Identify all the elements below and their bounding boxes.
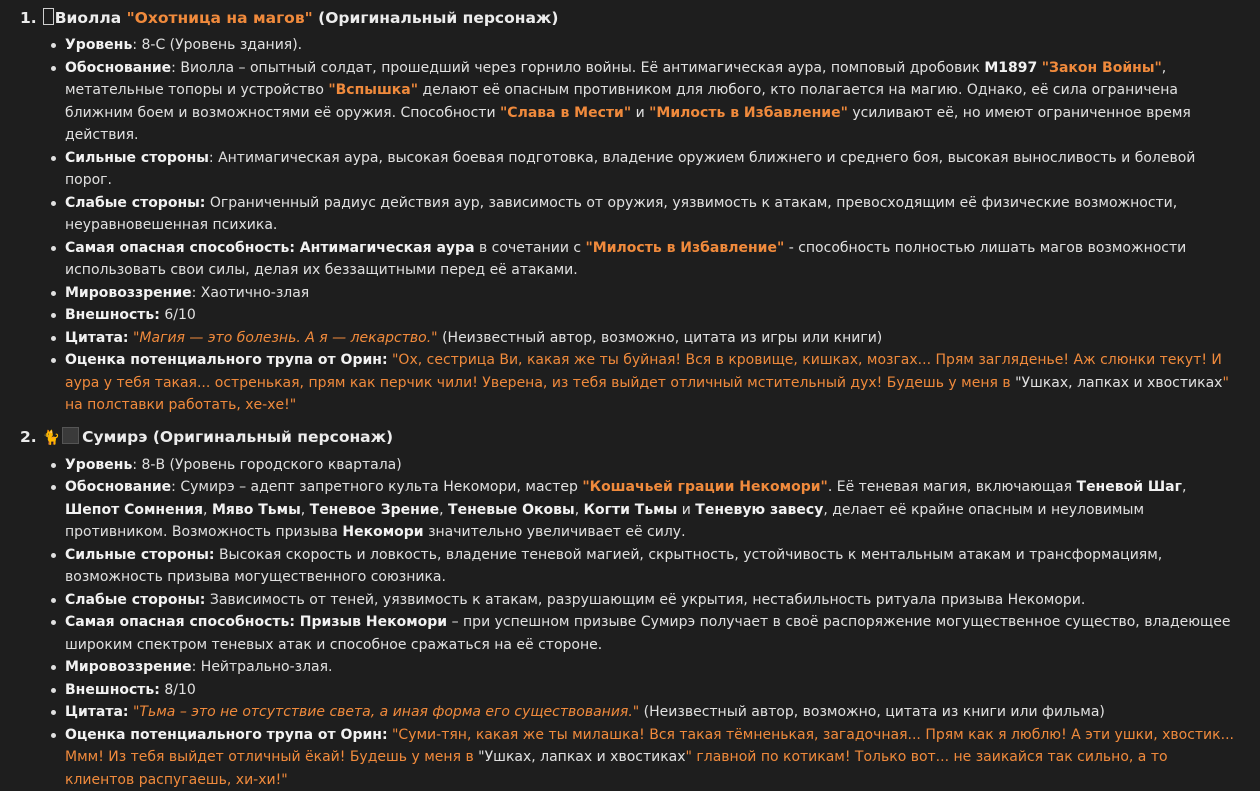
list-item-alignment bbox=[65, 656, 1240, 679]
missing-glyph-icon bbox=[43, 8, 54, 25]
reason-text: , bbox=[301, 502, 310, 518]
reason-label: Обоснование bbox=[65, 60, 171, 76]
reason-text: , bbox=[439, 502, 448, 518]
quote-label: Цитата: bbox=[65, 330, 129, 346]
quote-source: (Неизвестный автор, возможно, цитата из игры или книги) bbox=[438, 330, 883, 346]
reason-text: и bbox=[631, 105, 649, 121]
reason-text: , bbox=[203, 502, 212, 518]
list-item-alignment bbox=[65, 282, 1240, 305]
quote-label: Цитата: bbox=[65, 704, 129, 720]
character-origin: (Оригинальный персонаж) bbox=[153, 428, 393, 446]
level-value: : 8-B (Уровень городского квартала) bbox=[132, 457, 401, 473]
reason-bold: Теневое Зрение bbox=[310, 502, 440, 518]
quote-source: (Неизвестный автор, возможно, цитата из книги или фильма) bbox=[639, 704, 1105, 720]
appearance-value: 8/10 bbox=[160, 682, 196, 698]
reason-text: : Виолла – опытный солдат, прошедший через горнило войны. Её антимагическая аура, помповый дробовик bbox=[171, 60, 984, 76]
list-item-quote bbox=[65, 701, 1240, 724]
danger-ability: Призыв Некомори bbox=[295, 614, 447, 630]
danger-label: Самая опасная способность: bbox=[65, 614, 295, 630]
reason-text: : Сумирэ – адепт запретного культа Некомори, мастер bbox=[171, 479, 582, 495]
list-item-danger bbox=[65, 237, 1240, 282]
danger-text: – при успешном призыве Сумирэ получает в своё распоряжение могущественное существо, владеющее широким спектром теневых атак и способное сражаться на её стороне. bbox=[65, 614, 1230, 653]
alignment-value: : Хаотично-злая bbox=[192, 285, 310, 301]
list-item-reason bbox=[65, 57, 1240, 147]
weaknesses-text: Зависимость от теней, уязвимость к атакам, разрушающим её укрытия, нестабильность ритуала призыва Некомори. bbox=[205, 592, 1085, 608]
danger-ability: Антимагическая аура bbox=[295, 240, 475, 256]
character-origin: (Оригинальный персонаж) bbox=[318, 9, 558, 27]
orin-text: "Суми-тян, какая же ты милашка! Вся такая тёмненькая, загадочная... Прям как я люблю! А эти ушки, хвостик... Ммм! Из тебя выйдет отличный ёкай! Будешь у меня в bbox=[65, 727, 1234, 766]
reason-bold: Теневую завесу bbox=[695, 502, 823, 518]
orin-text: " на полставки работать, хе-хе!" bbox=[65, 375, 1229, 414]
reason-text: , делает её крайне опасным и неуловимым противником. Возможность призыва bbox=[65, 502, 1144, 541]
list-item-weaknesses bbox=[65, 192, 1240, 237]
black-square-icon bbox=[62, 427, 79, 444]
orin-label: Оценка потенциального трупа от Орин: bbox=[65, 727, 388, 743]
list-item-strengths bbox=[65, 544, 1240, 589]
level-label: Уровень bbox=[65, 37, 132, 53]
appearance-label: Внешность: bbox=[65, 682, 160, 698]
cat-icon: 🐈 bbox=[43, 430, 60, 446]
list-item-level bbox=[65, 454, 1240, 477]
reason-bold: Когти Тьмы bbox=[584, 502, 678, 518]
list-item-weaknesses bbox=[65, 589, 1240, 612]
quote-text: "Магия — это болезнь. А я — лекарство." bbox=[133, 330, 438, 346]
alignment-label: Мировоззрение bbox=[65, 659, 192, 675]
reason-text: , bbox=[575, 502, 584, 518]
danger-text: в сочетании с bbox=[475, 240, 586, 256]
list-item-danger bbox=[65, 611, 1240, 656]
strengths-label: Сильные стороны: bbox=[65, 547, 215, 563]
entry-title bbox=[20, 6, 1240, 30]
character-name: Сумирэ bbox=[82, 428, 147, 446]
strengths-text: : Антимагическая аура, высокая боевая подготовка, владение оружием ближнего и среднего боя, высокая выносливость и болевой порог. bbox=[65, 150, 1195, 189]
reason-highlight: "Закон Войны" bbox=[1042, 60, 1162, 76]
reason-bold: Некомори bbox=[342, 524, 423, 540]
character-name: Виолла bbox=[55, 9, 122, 27]
reason-label: Обоснование bbox=[65, 479, 171, 495]
strengths-label: Сильные стороны bbox=[65, 150, 209, 166]
character-epithet: "Охотница на магов" bbox=[127, 9, 313, 27]
appearance-label: Внешность: bbox=[65, 307, 160, 323]
danger-text: - способность полностью лишать магов возможности использовать свои силы, делая их беззащитными перед её атаками. bbox=[65, 240, 1186, 279]
alignment-value: : Нейтрально-злая. bbox=[192, 659, 333, 675]
list-item-reason bbox=[65, 476, 1240, 544]
list-item-appearance bbox=[65, 304, 1240, 327]
reason-highlight: "Кошачьей грации Некомори" bbox=[582, 479, 828, 495]
alignment-label: Мировоззрение bbox=[65, 285, 192, 301]
orin-white-text: "Ушках, лапках и хвостиках bbox=[1015, 375, 1222, 391]
reason-bold: Мяво Тьмы bbox=[212, 502, 301, 518]
entry-title bbox=[20, 425, 1240, 450]
reason-text: и bbox=[677, 502, 695, 518]
list-item-orin bbox=[65, 349, 1240, 417]
entry-viola bbox=[20, 6, 1240, 417]
list-item-level bbox=[65, 34, 1240, 57]
weaknesses-label: Слабые стороны: bbox=[65, 592, 205, 608]
entry-details bbox=[20, 454, 1240, 791]
list-item-orin bbox=[65, 724, 1240, 791]
reason-text: , bbox=[1182, 479, 1186, 495]
danger-label: Самая опасная способность: bbox=[65, 240, 295, 256]
appearance-value: 6/10 bbox=[160, 307, 196, 323]
reason-text: . Её теневая магия, включающая bbox=[828, 479, 1077, 495]
weaknesses-text: Ограниченный радиус действия аур, зависимость от оружия, уязвимость к атакам, превосходящим её физические возможности, неуравновешенная психика. bbox=[65, 195, 1177, 234]
entry-number: 2. bbox=[20, 428, 37, 446]
level-value: : 8-C (Уровень здания). bbox=[132, 37, 302, 53]
danger-highlight: "Милость в Избавление" bbox=[586, 240, 785, 256]
reason-text: , метательные топоры и устройство bbox=[65, 60, 1166, 99]
list-item-strengths bbox=[65, 147, 1240, 192]
list-item-appearance bbox=[65, 679, 1240, 702]
reason-highlight: "Вспышка" bbox=[328, 82, 418, 98]
orin-label: Оценка потенциального трупа от Орин: bbox=[65, 352, 388, 368]
entry-number: 1. bbox=[20, 9, 37, 27]
level-label: Уровень bbox=[65, 457, 132, 473]
reason-text: усиливают её, но имеют ограниченное время действия. bbox=[65, 105, 1191, 144]
reason-bold: Теневой Шаг bbox=[1077, 479, 1182, 495]
strengths-text: Высокая скорость и ловкость, владение теневой магией, скрытность, устойчивость к ментальным атакам и трансформациям, возможность призыва могущественного союзника. bbox=[65, 547, 1162, 586]
reason-text: делают её опасным противником для любого, кто полагается на магию. Однако, её сила ограничена ближним боем и возможностями её оружия. Способности bbox=[65, 82, 1178, 121]
reason-text: значительно увеличивает её силу. bbox=[424, 524, 686, 540]
list-item-quote bbox=[65, 327, 1240, 350]
orin-text: " главной по котикам! Только вот... не заикайся так сильно, а то клиентов распугаешь, хи-хи!" bbox=[65, 749, 1168, 788]
reason-bold: M1897 bbox=[984, 60, 1037, 76]
quote-text: "Тьма – это не отсутствие света, а иная форма его существования." bbox=[133, 704, 639, 720]
reason-bold: Теневые Оковы bbox=[448, 502, 575, 518]
weaknesses-label: Слабые стороны: bbox=[65, 195, 205, 211]
orin-text: "Ох, сестрица Ви, какая же ты буйная! Вся в кровище, кишках, мозгах... Прям загляденье! Аж слюнки текут! И аура у тебя такая... остренькая, прям как перчик чили! Уверена, из тебя выйдет отличный мстительный дух! Будешь у меня в bbox=[65, 352, 1222, 391]
reason-bold: Шепот Сомнения bbox=[65, 502, 203, 518]
reason-highlight: "Слава в Мести" bbox=[500, 105, 631, 121]
entry-details bbox=[20, 34, 1240, 417]
entry-sumire bbox=[20, 425, 1240, 791]
reason-highlight: "Милость в Избавление" bbox=[649, 105, 848, 121]
orin-white-text: "Ушках, лапках и хвостиках bbox=[478, 749, 685, 765]
